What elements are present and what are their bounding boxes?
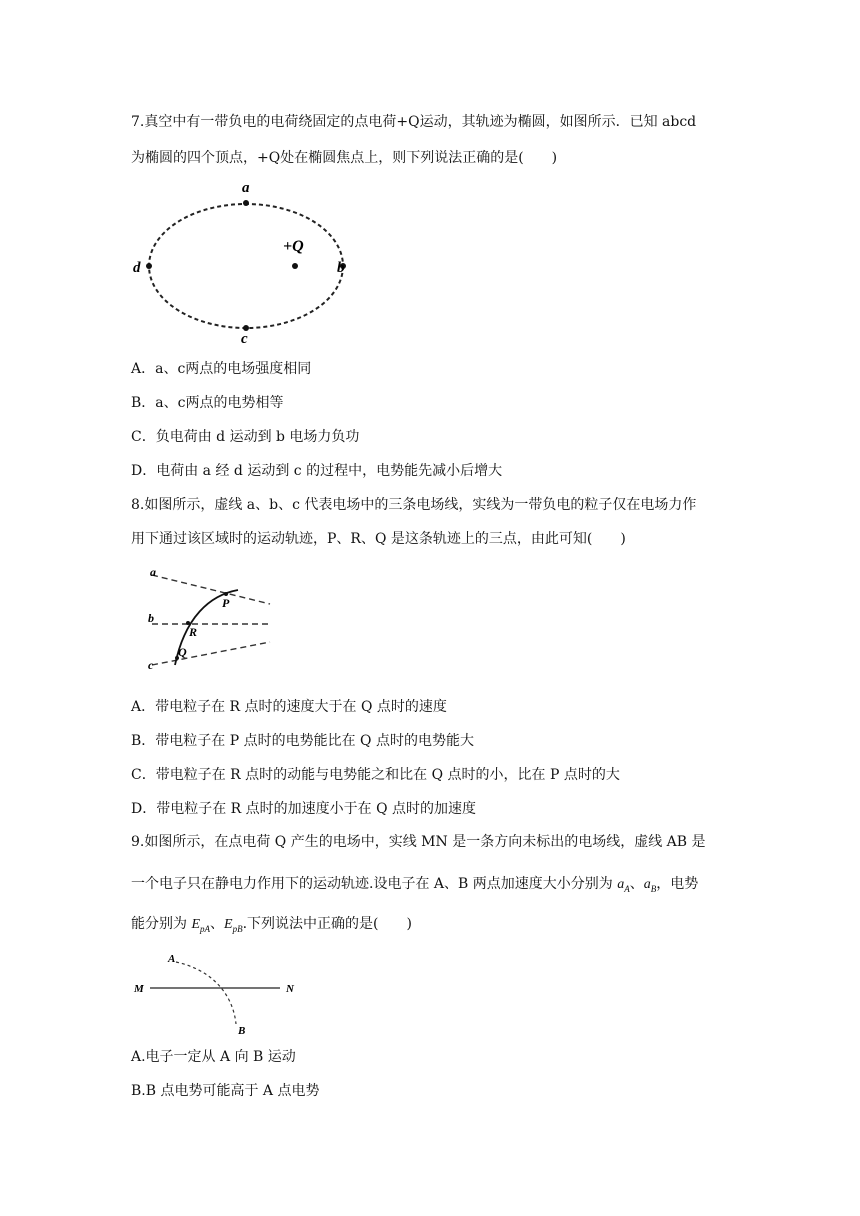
q7-option-d: D．电荷由 a 经 d 运动到 c 的过程中，电势能先减小后增大	[131, 463, 503, 479]
label-a: A	[168, 953, 176, 965]
symbol-a-b: $a_B$	[643, 877, 657, 894]
q7-option-b: B．a、c两点的电势相等	[131, 395, 284, 411]
q9-stem-line2: 一个电子只在静电力作用下的运动轨迹.设电子在 A、B 两点加速度大小分别为 $a_A$、$a_B$，电势	[131, 876, 699, 894]
q7-stem-line2: 为椭圆的四个顶点，+Q处在椭圆焦点上，则下列说法正确的是( )	[131, 150, 558, 166]
q8-option-a: A．带电粒子在 R 点时的速度大于在 Q 点时的速度	[131, 699, 447, 715]
q8-option-d: D．带电粒子在 R 点时的加速度小于在 Q 点时的加速度	[131, 801, 477, 817]
label-a: a	[150, 565, 156, 579]
q8-stem-line1: 8.如图所示，虚线 a、b、c 代表电场中的三条电场线，实线为一带负电的粒子仅在电场力作	[131, 497, 697, 513]
label-m: M	[134, 983, 144, 995]
field-line-a	[152, 575, 270, 604]
q9-option-b: B.B 点电势可能高于 A 点电势	[131, 1083, 320, 1099]
q9-line3-post: .下列说法中正确的是( )	[242, 916, 412, 932]
ellipse-trajectory	[149, 204, 343, 328]
point-charge-q	[292, 263, 298, 269]
q8-field-lines-figure	[140, 562, 280, 681]
label-n: N	[286, 983, 294, 995]
label-c: c	[148, 658, 154, 672]
label-a: a	[242, 180, 250, 196]
q9-option-a: A.电子一定从 A 向 B 运动	[131, 1049, 296, 1065]
trajectory-ab	[176, 962, 236, 1024]
q9-stem-line1: 9.如图所示，在点电荷 Q 产生的电场中，实线 MN 是一条方向未标出的电场线，虚线 AB 是	[131, 834, 706, 850]
q9-line2-pre: 一个电子只在静电力作用下的运动轨迹.设电子在 A、B 两点加速度大小分别为	[131, 876, 618, 892]
q8-option-c: C．带电粒子在 R 点时的动能与电势能之和比在 Q 点时的小，比在 P 点时的大	[131, 767, 620, 783]
q8-stem-line2: 用下通过该区域时的运动轨迹，P、R、Q 是这条轨迹上的三点，由此可知( )	[131, 531, 626, 547]
q7-stem-line1: 7.真空中有一带负电的电荷绕固定的点电荷+Q运动，其轨迹为椭圆，如图所示．已知 abcd	[131, 114, 697, 130]
label-b: b	[148, 611, 154, 625]
field-line-c	[152, 642, 270, 665]
label-b: B	[238, 1025, 246, 1037]
q7-ellipse-figure	[130, 176, 360, 350]
point-d	[146, 263, 152, 269]
point-a	[243, 200, 249, 206]
symbol-a-a: $a_A$	[617, 877, 630, 894]
label-p: P	[222, 596, 230, 610]
label-d: d	[133, 260, 141, 276]
label-b: b	[337, 260, 345, 276]
label-q: Q	[178, 645, 187, 659]
q9-line2-post: ，电势	[656, 876, 699, 892]
label-r: R	[189, 625, 198, 639]
q7-option-a: A．a、c两点的电场强度相同	[131, 361, 312, 377]
label-plus-q: +Q	[283, 238, 304, 255]
q8-option-b: B．带电粒子在 P 点时的电势能比在 Q 点时的电势能大	[131, 733, 474, 749]
symbol-ep-a: $E_{pA}$	[191, 917, 211, 934]
q9-field-line-figure	[128, 950, 308, 1044]
label-c: c	[241, 331, 248, 346]
q9-line3-pre: 能分别为	[131, 916, 192, 932]
q7-option-c: C．负电荷由 d 运动到 b 电场力负功	[131, 429, 360, 445]
symbol-ep-b: $E_{pB}$	[224, 917, 243, 934]
q9-stem-line3: 能分别为 $E_{pA}$、$E_{pB}$.下列说法中正确的是( )	[131, 916, 412, 934]
